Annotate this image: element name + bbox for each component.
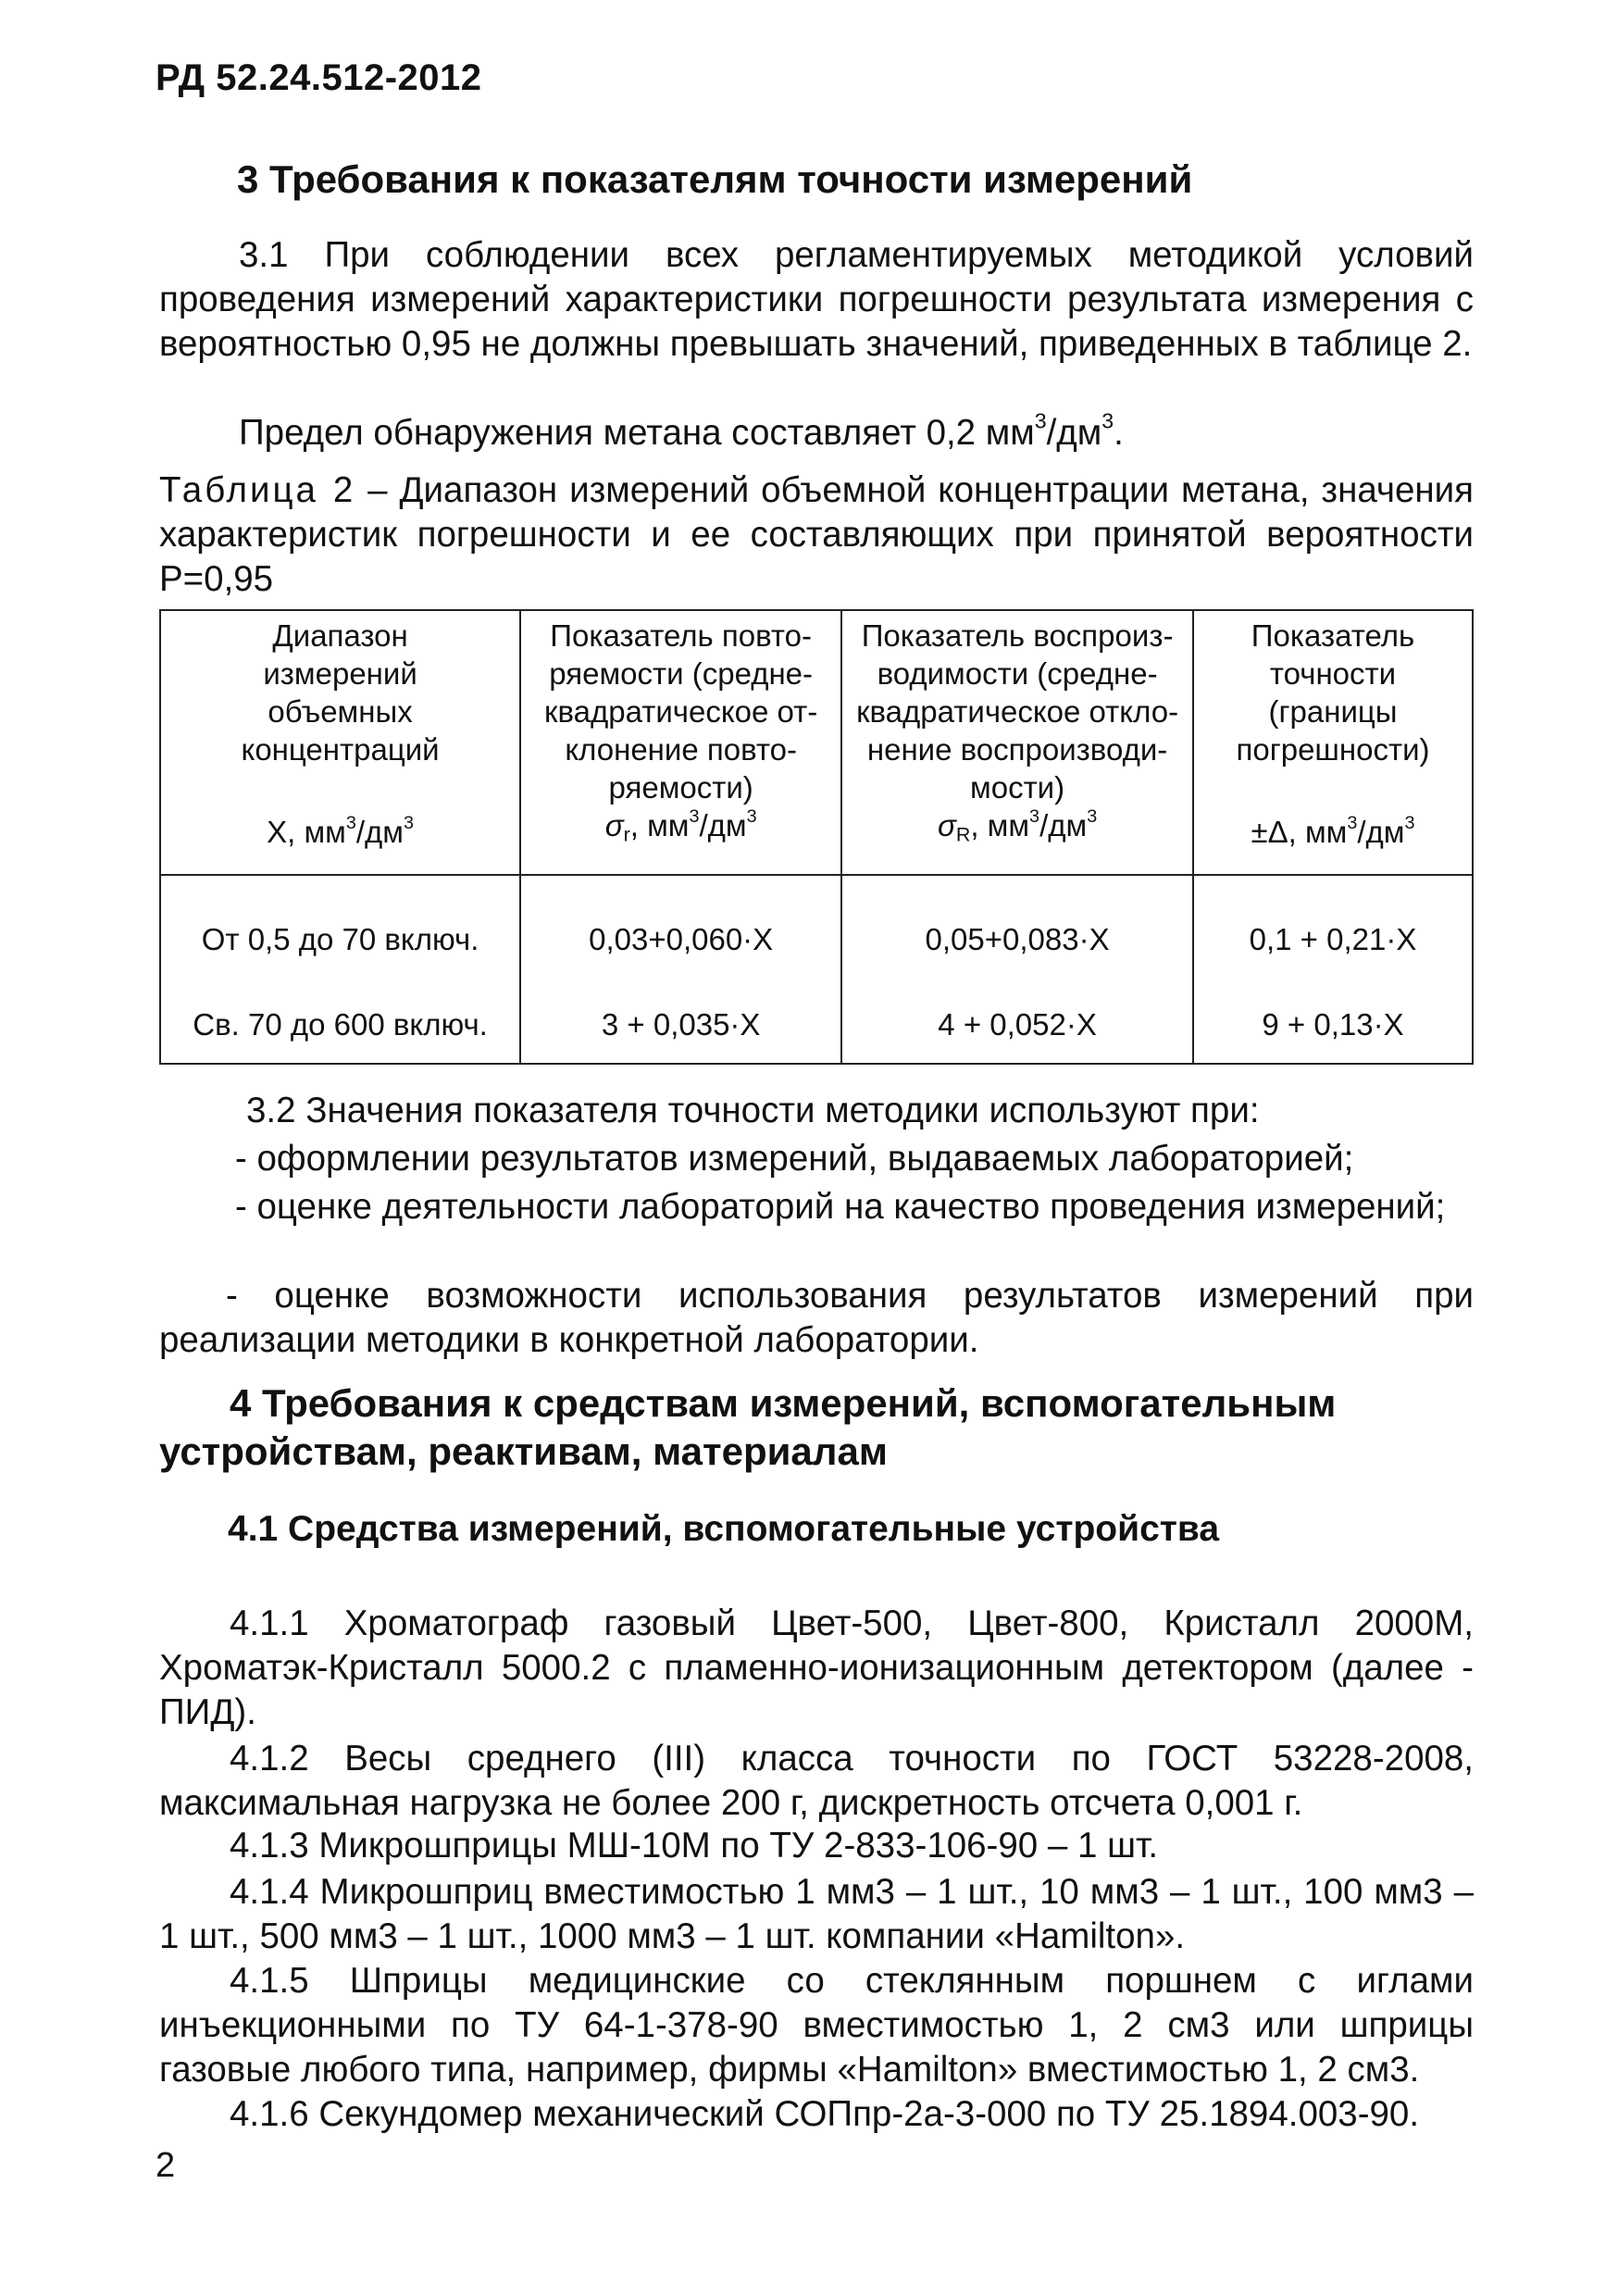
section-4-1-title: 4.1 Средства измерений, вспомогательные устройства	[228, 1509, 1220, 1549]
table-2-caption-text: – Диапазон измерений объемной концентрации метана, значения характеристик погрешности и ее составляющих при принятой вероятности P=0,95	[159, 470, 1474, 599]
item-4-1-4: 4.1.4 Микрошприц вместимостью 1 мм3 – 1 шт., 10 мм3 – 1 шт., 100 мм3 – 1 шт., 500 мм3 – 1 шт., 1000 мм3 – 1 шт. компании «Hamilton».	[159, 1872, 1474, 1956]
table-header-row	[160, 610, 1473, 875]
table-cell: От 0,5 до 70 включ.	[160, 875, 520, 985]
table-cell: 0,05+0,083·X	[841, 875, 1193, 985]
header-cell-repeatability: Показатель повто-ряемости (средне-квадратическое от-клонение повто-ряемости) $\sigma_r$, $мм^3/дм^3$	[520, 610, 841, 875]
header-cell-accuracy: Показатель точности (границы погрешности) ±Δ, $мм^3/дм^3$	[1193, 610, 1473, 875]
table-2	[159, 609, 1474, 1065]
list-item: - оценке деятельности лабораторий на качество проведения измерений;	[235, 1187, 1446, 1227]
table-cell: 0,03+0,060·X	[520, 875, 841, 985]
list-item: - оценке возможности использования результатов измерений при реализации методики в конкретной лаборатории.	[159, 1276, 1474, 1360]
item-4-1-5: 4.1.5 Шприцы медицинские со стеклянным поршнем с иглами инъекционными по ТУ 64-1-378-90 вместимостью 1, 2 см3 или шприцы газовые любого типа, например, фирмы «Hamilton» вместимостью 1, 2 см3.	[159, 1961, 1474, 2090]
table-cell: 0,1 + 0,21·X	[1193, 875, 1473, 985]
item-4-1-6: 4.1.6 Секундомер механический СОПпр-2а-3-000 по ТУ 25.1894.003-90.	[230, 2094, 1420, 2134]
section-3-title: 3 Требования к показателям точности измерений	[237, 157, 1193, 201]
header-cell-reproducibility: Показатель воспроиз-водимости (средне-квадратическое откло-нение воспроизводи-мости) $\sigma_R$, $мм^3/дм^3$	[841, 610, 1193, 875]
page-number: 2	[156, 2146, 176, 2185]
table-2-label: Таблица 2	[159, 470, 356, 510]
header-cell-range: Диапазон измерений объемных концентраций X, $мм^3/дм^3$	[160, 610, 520, 875]
paragraph-3-1: 3.1 При соблюдении всех регламентируемых методикой условий проведения измерений характеристики погрешности результата измерения с вероятностью 0,95 не должны превышать значений, приведенных в таблице 2.	[159, 235, 1474, 364]
item-4-1-2: 4.1.2 Весы среднего (III) класса точности по ГОСТ 53228-2008, максимальная нагрузка не более 200 г, дискретность отсчета 0,001 г.	[159, 1739, 1474, 1823]
item-4-1-3: 4.1.3 Микрошприцы МШ-10М по ТУ 2-833-106-90 – 1 шт.	[230, 1826, 1159, 1866]
table-cell: 4 + 0,052·X	[841, 985, 1193, 1064]
paragraph-3-2-intro: 3.2 Значения показателя точности методики используют при:	[246, 1091, 1260, 1130]
table-cell: 9 + 0,13·X	[1193, 985, 1473, 1064]
item-4-1-1: 4.1.1 Хроматограф газовый Цвет-500, Цвет-800, Кристалл 2000М, Хроматэк-Кристалл 5000.2 с пламенно-ионизационным детектором (далее - ПИД).	[159, 1603, 1474, 1732]
list-item: - оформлении результатов измерений, выдаваемых лабораторией;	[235, 1139, 1354, 1179]
table-2-caption	[159, 468, 1474, 602]
table-cell: Св. 70 до 600 включ.	[160, 985, 520, 1064]
detection-limit-line: Предел обнаружения метана составляет 0,2 $мм^3/дм^3$.	[239, 408, 1124, 453]
document-code: РД 52.24.512-2012	[156, 57, 482, 98]
table-cell: 3 + 0,035·X	[520, 985, 841, 1064]
section-4-title: 4 Требования к средствам измерений, вспомогательным устройствам, реактивам, материалам	[159, 1381, 1337, 1473]
table-row	[160, 875, 1473, 985]
table-row	[160, 985, 1473, 1064]
